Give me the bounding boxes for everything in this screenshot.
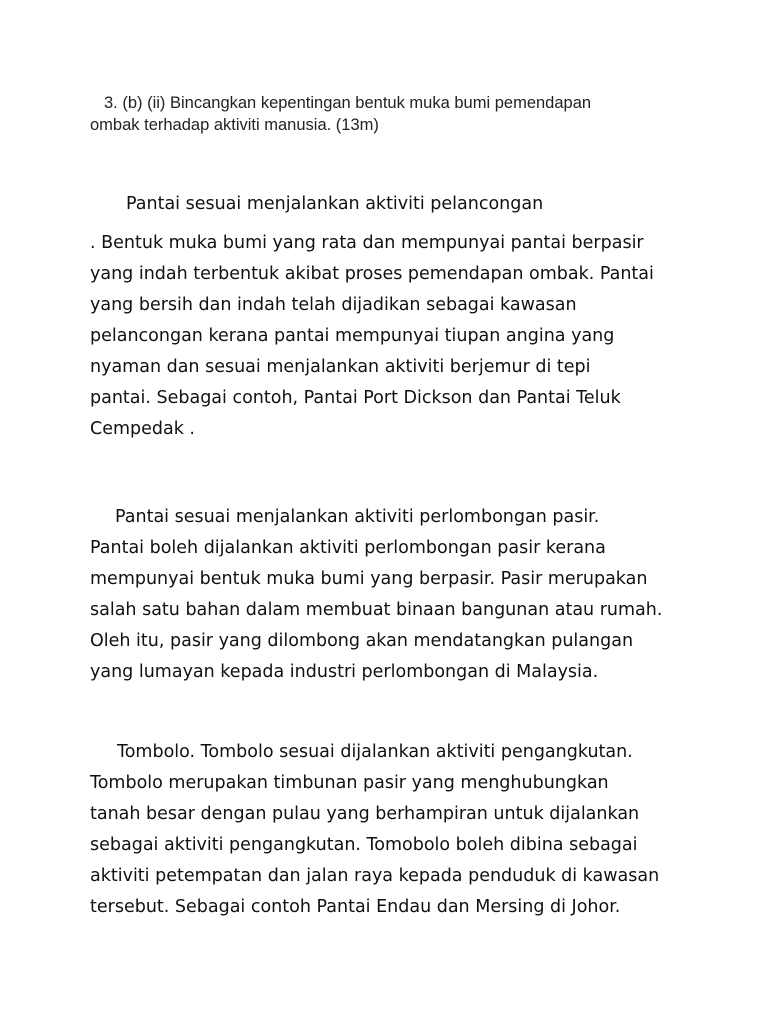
section-paragraph: [90, 737, 710, 923]
text-line: tersebut. Sebagai contoh Pantai Endau dan Mersing di Johor.: [90, 897, 621, 917]
text-line: Pantai boleh dijalankan aktiviti perlombongan pasir kerana: [90, 538, 606, 558]
text-line: mempunyai bentuk muka bumi yang berpasir. Pasir merupakan: [90, 569, 648, 589]
question-prompt: [90, 92, 690, 136]
section-title: Pantai sesuai menjalankan aktiviti pelancongan: [126, 194, 544, 214]
text-line: sebagai aktiviti pengangkutan. Tomobolo boleh dibina sebagai: [90, 835, 638, 855]
text-line: Pantai sesuai menjalankan aktiviti perlombongan pasir.: [115, 507, 600, 527]
text-line: Tombolo merupakan timbunan pasir yang menghubungkan: [90, 773, 609, 793]
section-paragraph: [90, 502, 710, 688]
text-line: pantai. Sebagai contoh, Pantai Port Dickson dan Pantai Teluk: [90, 388, 621, 408]
text-line: salah satu bahan dalam membuat binaan bangunan atau rumah.: [90, 600, 663, 620]
text-line: Oleh itu, pasir yang dilombong akan mendatangkan pulangan: [90, 631, 634, 651]
text-line: Cempedak .: [90, 419, 195, 439]
text-line: . Bentuk muka bumi yang rata dan mempunyai pantai berpasir: [90, 233, 644, 253]
text-line: tanah besar dengan pulau yang berhampiran untuk dijalankan: [90, 804, 640, 824]
text-line: nyaman dan sesuai menjalankan aktiviti berjemur di tepi: [90, 357, 591, 377]
section-paragraph: [90, 228, 710, 445]
text-line: Tombolo. Tombolo sesuai dijalankan aktiviti pengangkutan.: [117, 742, 633, 762]
text-line: aktiviti petempatan dan jalan raya kepada penduduk di kawasan: [90, 866, 660, 886]
text-line: yang indah terbentuk akibat proses pemendapan ombak. Pantai: [90, 264, 654, 284]
text-line: yang bersih dan indah telah dijadikan sebagai kawasan: [90, 295, 577, 315]
text-line: yang lumayan kepada industri perlombongan di Malaysia.: [90, 662, 599, 682]
question-line: 3. (b) (ii) Bincangkan kepentingan bentuk muka bumi pemendapan: [104, 94, 592, 112]
section-heading: [90, 189, 710, 220]
question-line: ombak terhadap aktiviti manusia. (13m): [90, 116, 379, 134]
text-line: pelancongan kerana pantai mempunyai tiupan angina yang: [90, 326, 615, 346]
